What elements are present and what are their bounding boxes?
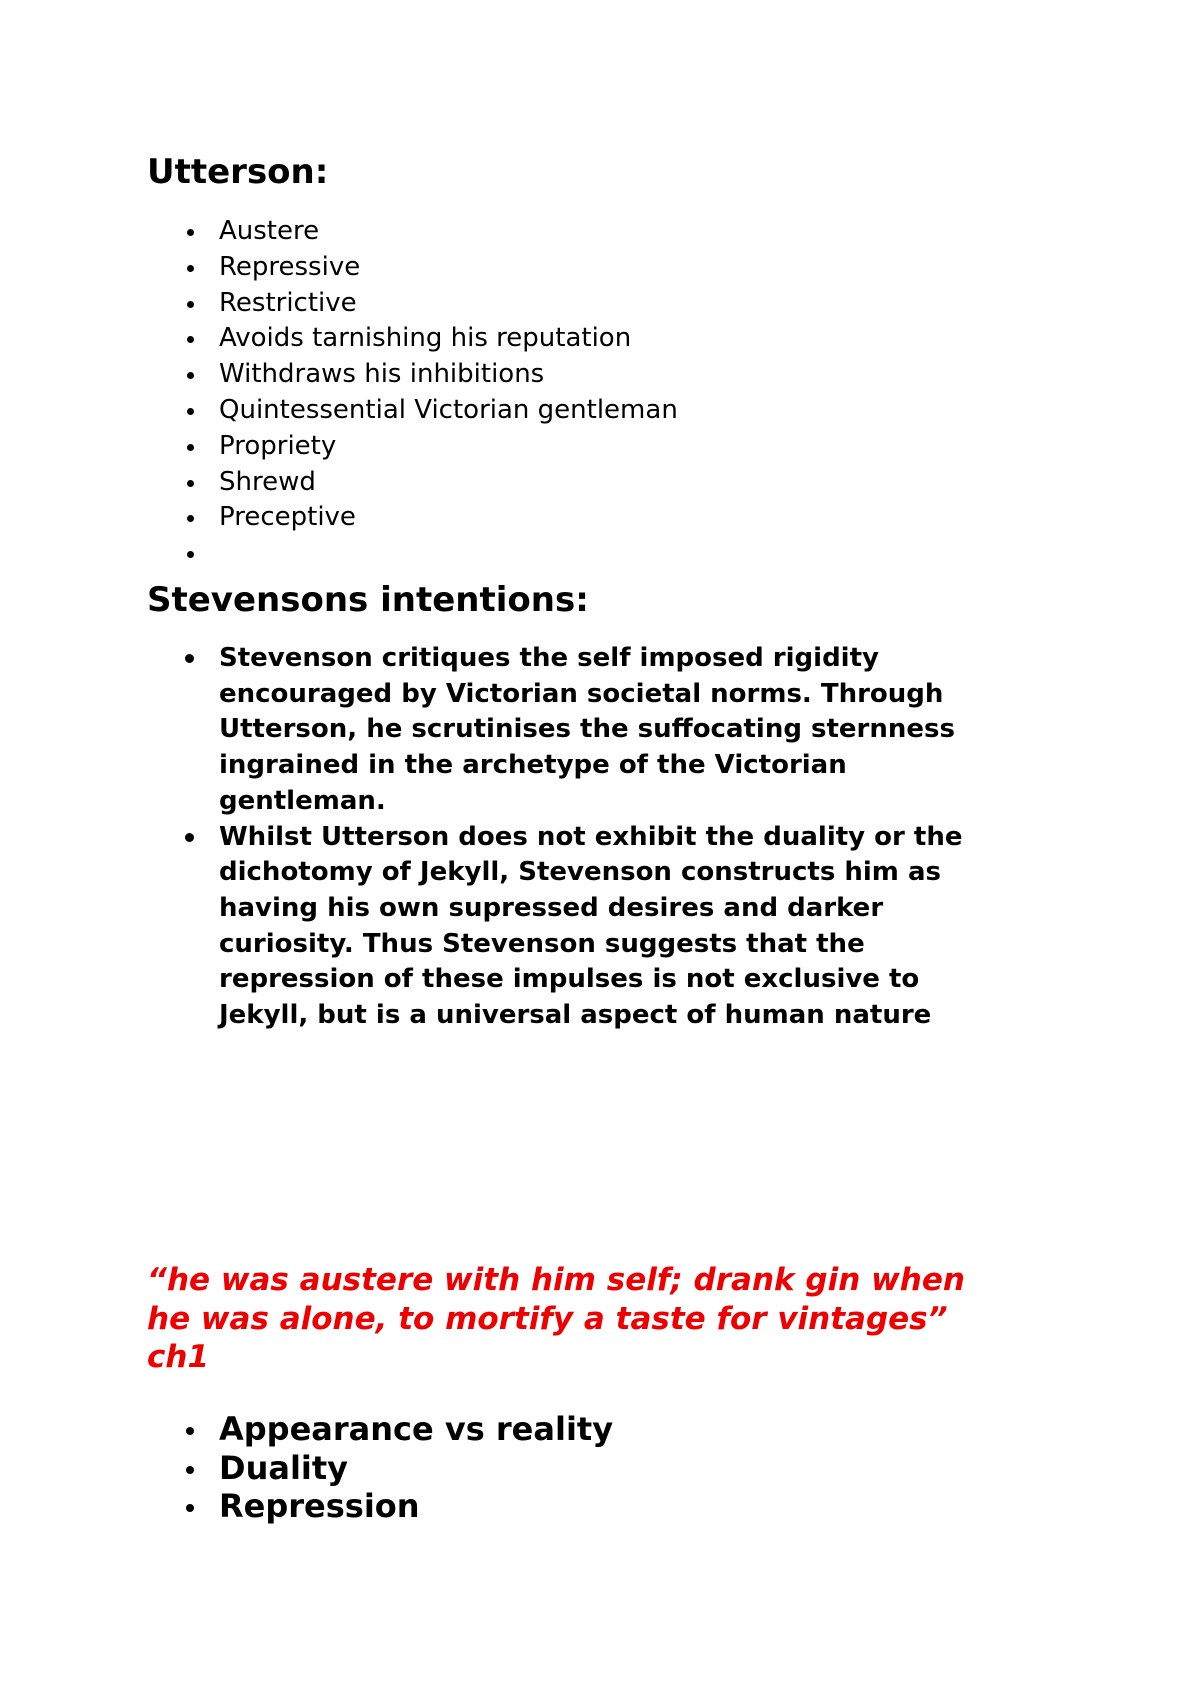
bullet-icon (186, 1466, 194, 1474)
bullet-icon (186, 1427, 194, 1435)
bullet-icon (187, 551, 194, 558)
bullet-icon (187, 301, 194, 308)
list-item: Repressive (147, 250, 678, 286)
list-item: Austere (147, 214, 678, 250)
quote-block: “he was austere with him self; drank gin when he was alone, to mortify a taste for vintages” ch1 (147, 1262, 965, 1375)
bullet-icon (187, 372, 194, 379)
bullet-icon (185, 833, 194, 842)
bullet-icon (186, 1504, 194, 1512)
list-item: Preceptive (147, 500, 678, 536)
list-item: Appearance vs reality (147, 1410, 613, 1449)
list-item: Shrewd (147, 465, 678, 501)
bullet-icon (187, 515, 194, 522)
list-item: Restrictive (147, 286, 678, 322)
bullet-icon (187, 408, 194, 415)
bullet-icon (187, 480, 194, 487)
themes-list (147, 1410, 613, 1526)
bullet-icon (187, 229, 194, 236)
bullet-icon (187, 336, 194, 343)
list-item: Duality (147, 1449, 613, 1488)
bullet-icon (185, 654, 194, 663)
bullet-icon (187, 265, 194, 272)
list-item-empty (147, 536, 678, 572)
intentions-heading: Stevensons intentions: (147, 580, 589, 620)
list-item: Propriety (147, 429, 678, 465)
bullet-icon (187, 444, 194, 451)
list-item: Quintessential Victorian gentleman (147, 393, 678, 429)
utterson-heading: Utterson: (147, 152, 329, 192)
list-item: Whilst Utterson does not exhibit the duality or the dichotomy of Jekyll, Stevenson constructs him as having his own supressed desires and darker curiosity. Thus Stevenson suggests that the repression of these impulses is not exclusive to Jekyll, but is a universal aspect of human nature (147, 820, 1047, 1034)
intentions-list (147, 641, 1047, 1034)
list-item: Repression (147, 1487, 613, 1526)
list-item: Avoids tarnishing his reputation (147, 321, 678, 357)
list-item: Stevenson critiques the self imposed rigidity encouraged by Victorian societal norms. Through Utterson, he scrutinises the suffocating sternness ingrained in the archetype of the Victorian gentleman. (147, 641, 1047, 820)
list-item: Withdraws his inhibitions (147, 357, 678, 393)
utterson-traits-list (147, 214, 678, 572)
